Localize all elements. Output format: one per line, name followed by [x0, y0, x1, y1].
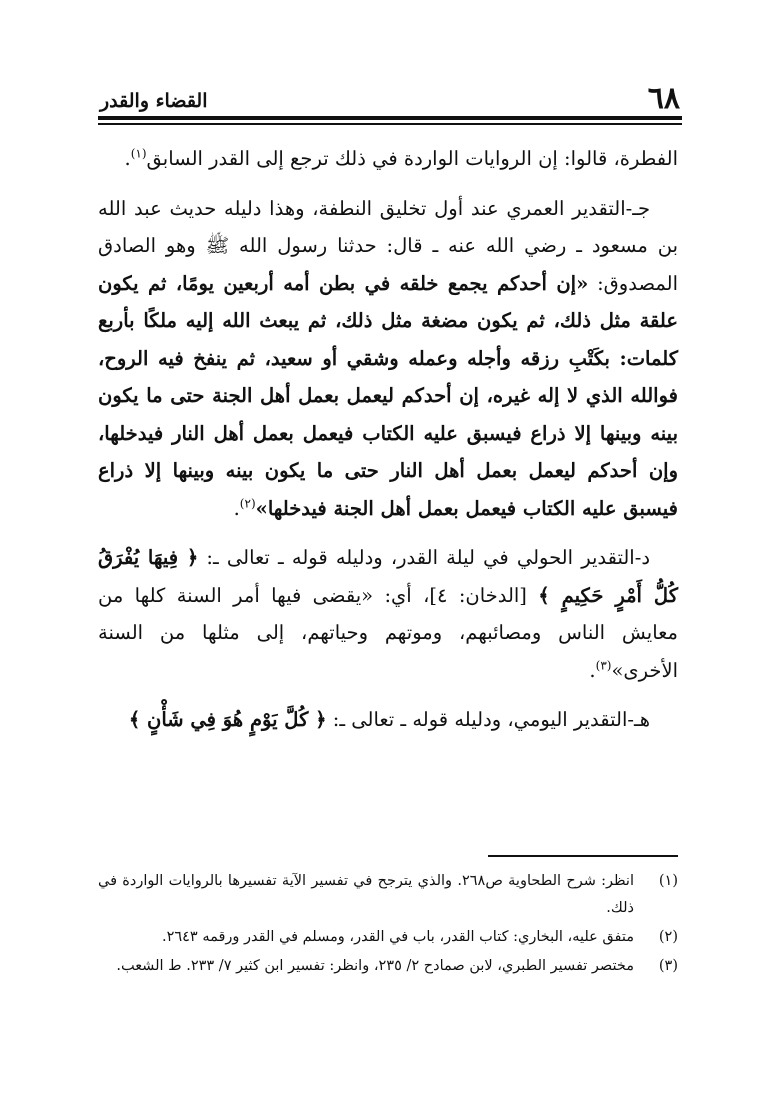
paragraph-3-intro: د-التقدير الحولي في ليلة القدر، ودليله قوله ـ تعالى ـ: — [198, 546, 651, 569]
footnote-separator — [488, 855, 678, 857]
footnote-number: (١) — [658, 873, 678, 889]
footnote-number: (٣) — [658, 958, 678, 974]
paragraph-1 — [98, 140, 678, 178]
quran-verse-2: ﴿ كُلَّ يَوْمٍ هُوَ فِي شَأْنٍ ﴾ — [128, 708, 327, 731]
footnote-text: متفق عليه، البخاري: كتاب القدر، باب في القدر، ومسلم في القدر ورقمه ٢٦٤٣. — [161, 929, 634, 945]
footnote-ref-2: (٢) — [239, 496, 256, 510]
page-header — [98, 81, 682, 116]
paragraph-1-end: . — [124, 147, 131, 170]
paragraph-2 — [98, 190, 678, 528]
paragraph-2-end: . — [233, 496, 240, 520]
header-rule-thick — [98, 116, 682, 120]
paragraph-3 — [98, 539, 678, 689]
footnote — [98, 953, 678, 980]
footnote-ref-3: (٣) — [595, 658, 612, 672]
paragraph-4-intro: هـ-التقدير اليومي، ودليله قوله ـ تعالى ـ: — [326, 708, 650, 731]
quran-verse-1: ﴿ فِيهَا يُفْرَقُ كُلُّ أَمْرٍ حَكِيمٍ ﴾ — [98, 546, 678, 607]
footnote-text: انظر: شرح الطحاوية ص٢٦٨. والذي يترجح في تفسير الآية تفسيرها بالروايات الواردة في ذلك. — [98, 873, 634, 916]
footnote-ref-1: (١) — [130, 146, 147, 161]
paragraph-1-text: الفطرة، قالوا: إن الروايات الواردة في ذلك ترجع إلى القدر السابق — [146, 147, 678, 170]
running-title: القضاء والقدر — [100, 90, 208, 112]
footnote — [98, 868, 678, 922]
hadith-text: «إن أحدكم يجمع خلقه في بطن أمه أربعين يومًا، ثم يكون علقة مثل ذلك، ثم يكون مضغة مثل ذلك، ثم يبعث الله إليه ملكًا بأربع كلمات: بكَتْبِ رزقه وأجله وعمله وشقي أو سعيد، ثم ينفخ فيه الروح، فوالله الذي لا إله غيره، إن أحدكم ليعمل بعمل أهل الجنة حتى ما يكون بينه وبينها إلا ذراع فيسبق عليه الكتاب فيعمل بعمل أهل النار فيدخلها، وإن أحدكم ليعمل بعمل أهل النار حتى ما يكون بينه وبينها إلا ذراع فيسبق عليه الكتاب فيعمل بعمل أهل الجنة فيدخلها» — [98, 271, 678, 520]
main-text — [98, 140, 678, 751]
paragraph-2-intro: جـ-التقدير العمري عند أول تخليق النطفة، وهذا دليله حديث عبد الله بن مسعود ـ رضي الله عنه ـ قال: حدثنا رسول الله ﷺ وهو الصادق المصدوق: — [98, 196, 679, 295]
footnote — [98, 924, 678, 951]
page-number: ٦٨ — [647, 81, 680, 116]
paragraph-4 — [98, 701, 678, 739]
footnote-number: (٢) — [658, 929, 678, 945]
footnote-text: مختصر تفسير الطبري، لابن صمادح ٢/ ٢٣٥، وانظر: تفسير ابن كثير ٧/ ٢٣٣. ط الشعب. — [116, 958, 634, 974]
footnotes — [98, 868, 678, 982]
header-rule-thin — [98, 123, 682, 125]
paragraph-3-citation: [الدخان: ٤]، أي: «يقضى فيها أمر السنة كلها من معايش الناس ومصائبهم، وموتهم وحياتهم، إلى مثلها من السنة الأخرى» — [98, 583, 678, 682]
paragraph-3-end: . — [589, 658, 596, 682]
